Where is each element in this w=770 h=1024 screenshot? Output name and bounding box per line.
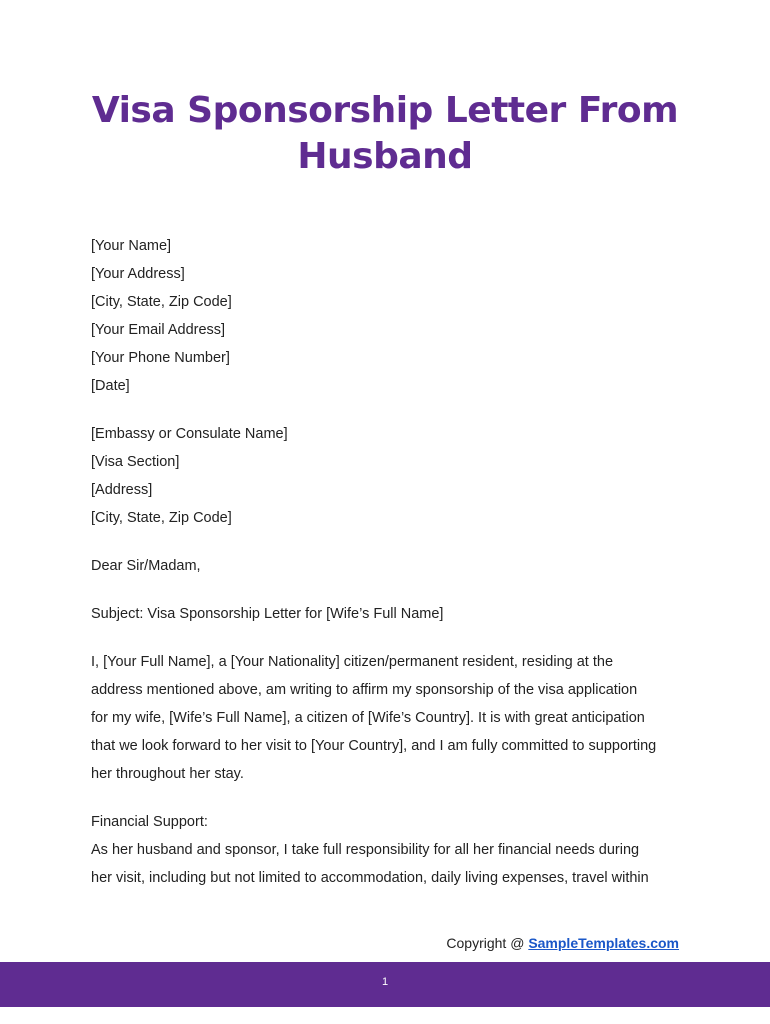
paragraph-line: that we look forward to her visit to [Your Country], and I am fully committed to supporting (91, 738, 657, 754)
letter-body (91, 232, 691, 892)
document-title (0, 88, 770, 180)
recipient-embassy: [Embassy or Consulate Name] (91, 426, 288, 442)
sender-city: [City, State, Zip Code] (91, 294, 232, 310)
sender-phone: [Your Phone Number] (91, 350, 230, 366)
letter-date: [Date] (91, 378, 130, 394)
salutation: Dear Sir/Madam, (91, 558, 201, 574)
paragraph-line: her throughout her stay. (91, 766, 244, 782)
title-line-2: Husband (297, 136, 473, 177)
sender-block (91, 232, 691, 400)
page-number: 1 (381, 976, 389, 988)
paragraph-financial (91, 836, 691, 892)
sender-address: [Your Address] (91, 266, 185, 282)
footer-copyright (446, 935, 679, 951)
copyright-link[interactable]: SampleTemplates.com (528, 935, 679, 951)
paragraph-line: As her husband and sponsor, I take full responsibility for all her financial needs during (91, 842, 640, 858)
recipient-block (91, 420, 691, 532)
paragraph-line: I, [Your Full Name], a [Your Nationality] citizen/permanent resident, residing at the (91, 654, 614, 670)
paragraph-line: her visit, including but not limited to accommodation, daily living expenses, travel within (91, 870, 649, 886)
paragraph-line: address mentioned above, am writing to affirm my sponsorship of the visa application (91, 682, 638, 698)
sender-email: [Your Email Address] (91, 322, 226, 338)
paragraph-intro (91, 648, 691, 788)
sender-name: [Your Name] (91, 238, 172, 254)
subject-line: Subject: Visa Sponsorship Letter for [Wife’s Full Name] (91, 606, 444, 622)
recipient-section: [Visa Section] (91, 454, 180, 470)
paragraph-line: for my wife, [Wife’s Full Name], a citizen of [Wife’s Country]. It is with great anticipation (91, 710, 645, 726)
recipient-city: [City, State, Zip Code] (91, 510, 232, 526)
copyright-text: Copyright @ (446, 935, 529, 951)
title-line-1: Visa Sponsorship Letter From (91, 90, 679, 131)
section-heading: Financial Support: (91, 814, 208, 830)
recipient-address: [Address] (91, 482, 153, 498)
